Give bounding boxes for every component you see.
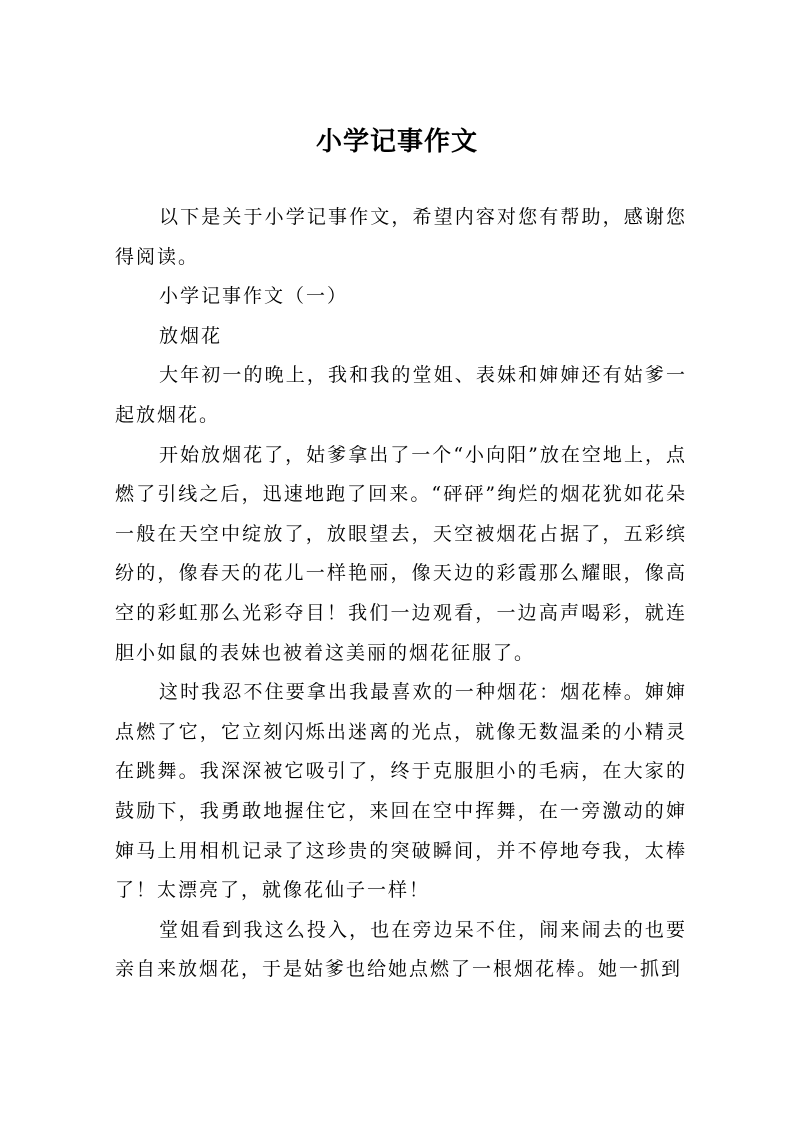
document-title: 小学记事作文 — [315, 127, 478, 157]
document-body — [115, 198, 687, 990]
section-heading: 小学记事作文（一） — [159, 285, 349, 308]
body-paragraph: 开始放烟花了，姑爹拿出了一个“小向阳”放在空地上，点燃了引线之后，迅速地跑了回来。“砰砰”绚烂的烟花犹如花朵一般在天空中绽放了，放眼望去，天空被烟花占据了，五彩缤纷的，像春天的花儿一样艳丽，像天边的彩霞那么耀眼，像高空的彩虹那么光彩夺目！我们一边观看，一边高声喝彩，就连胆小如鼠的表妹也被着这美丽的烟花征服了。 — [115, 443, 687, 664]
body-paragraph: 堂姐看到我这么投入，也在旁边呆不住，闹来闹去的也要亲自来放烟花，于是姑爹也给她点燃了一根烟花棒。她一抓到 — [115, 918, 687, 981]
body-paragraph: 大年初一的晚上，我和我的堂姐、表妹和婶婶还有姑爹一起放烟花。 — [115, 364, 687, 426]
essay-title: 放烟花 — [159, 324, 223, 347]
intro-paragraph: 以下是关于小学记事作文，希望内容对您有帮助，感谢您得阅读。 — [115, 206, 687, 268]
body-paragraph: 这时我忍不住要拿出我最喜欢的一种烟花：烟花棒。婶婶点燃了它，它立刻闪烁出迷离的光点，就像无数温柔的小精灵在跳舞。我深深被它吸引了，终于克服胆小的毛病，在大家的鼓励下，我勇敢地握住它，来回在空中挥舞，在一旁激动的婶婶马上用相机记录了这珍贵的突破瞬间，并不停地夸我，太棒了！太漂亮了，就像花仙子一样！ — [115, 681, 687, 902]
